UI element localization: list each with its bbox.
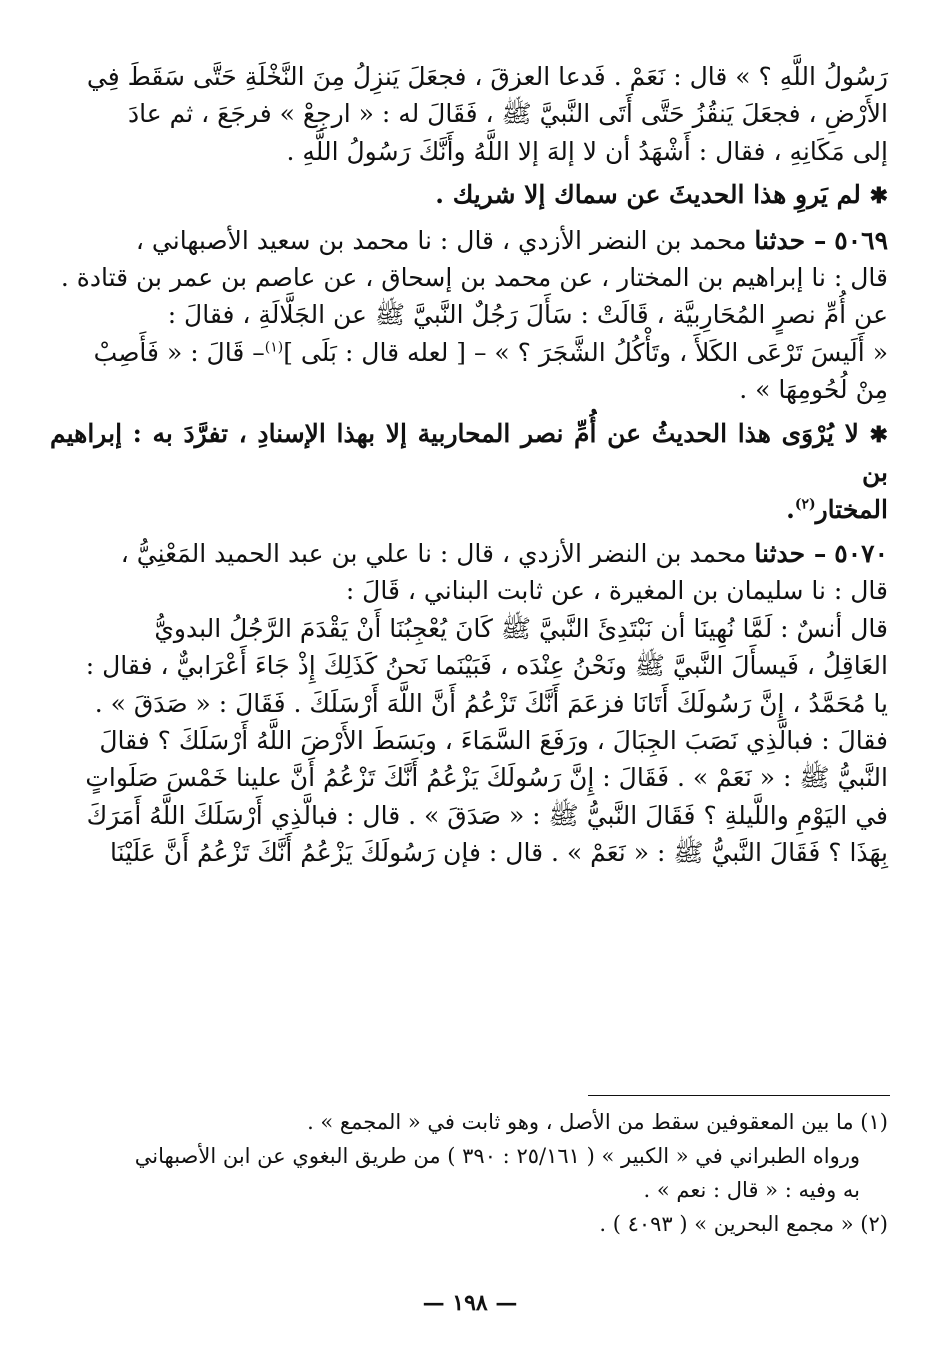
text-line: قال : نا سليمان بن المغيرة ، عن ثابت البناني ، قَالَ :: [345, 576, 888, 606]
note-2: [50, 415, 888, 492]
text-line: يا مُحَمَّدُ ، إِنَّ رَسُولَكَ أَتَانَا فزعَمَ أَنَّكَ تَزْعُمُ أَنَّ اللَّهَ أَرْسَلَكَ . فَقَالَ : « صَدَقَ » .: [94, 688, 888, 718]
footnote-line: ورواه الطبراني في « الكبير » ( ٢٥/١٦١ : ٣٩٠ ) من طريق البغوي عن ابن الأصبهاني: [134, 1144, 860, 1168]
text-segment: – قَالَ : « فَأَصِبْ: [93, 337, 265, 367]
hadith-intro: – حدثنا: [754, 538, 827, 568]
note-1: [50, 176, 888, 215]
text-line: بِهَذَا ؟ فَقَالَ النَّبيُّ ﷺ : « نَعَمْ » . قال : فإن رَسُولَكَ يَزْعُمُ أَنَّكَ تَزْعُمُ أَنَّ عَلَيْنَا: [109, 838, 888, 868]
footnotes: [50, 1105, 888, 1241]
footnote-divider: [588, 1095, 890, 1096]
text-line: فقالَ : فبالَّذِي نَصَبَ الجِبَالَ ، ورَفَعَ السَّمَاءَ ، وبَسَطَ الأَرْضَ اللَّهُ أَرْسَلَكَ ؟ فقالَ: [99, 725, 888, 755]
hadith-intro: – حدثنا: [754, 225, 827, 255]
text-line: الأَرْضِ ، فجعَلَ يَنقُزُ حَتَّى أَتَى النَّبيَّ ﷺ ، فَقَالَ له : « ارجِعْ » فرجَعَ ، ثم عادَ: [128, 99, 888, 129]
page-number: — ١٩٨ —: [422, 1290, 518, 1316]
hadith-number: ٥٠٧٠: [834, 538, 888, 568]
footnote-line: به وفيه : « قال : نعم » .: [643, 1178, 860, 1202]
text-line: رَسُولُ اللَّهِ ؟ » قال : نَعَمْ . فَدعا العزقَ ، فجعَلَ يَنزِلُ مِنَ النَّخْلَةِ حَتَّى سَقَطَ فِي: [86, 62, 888, 91]
text-line: [50, 334, 888, 371]
hadith-5069-header: [50, 222, 888, 259]
asterisk-icon: ✱: [869, 183, 888, 210]
footnote-line: (١) ما بين المعقوفين سقط من الأصل ، وهو ثابت في « المجمع » .: [307, 1110, 888, 1134]
footnote-ref: (١): [264, 339, 284, 356]
hadith-chain: محمد بن النضر الأزدي ، قال : نا علي بن عبد الحميد المَعْنِيُّ ،: [120, 538, 747, 568]
text-line: المختار$^{(٢)}$.: [786, 495, 888, 525]
footnote-ref: (٢): [794, 497, 816, 514]
text-segment: « أَلَيسَ تَرْعَى الكَلأَ ، وتَأْكُلُ الشَّجَرَ ؟ » – [ لعله قال : بَلَى ]: [283, 337, 888, 367]
hadith-chain: محمد بن النضر الأزدي ، قال : نا محمد بن سعيد الأصبهاني ،: [135, 225, 747, 255]
note-text: المختار: [815, 495, 888, 525]
text-line: العَاقِلُ ، فَيسأَلَ النَّبيَّ ﷺ ونَحْنُ عِنْدَه ، فَبَيْنَما نَحنُ كَذَلِكَ إِذْ جَاءَ أَعْرَابيٌّ ، فقال :: [85, 651, 888, 681]
hadith-number: ٥٠٦٩: [834, 225, 888, 255]
footnote-line: (٢) « مجمع البحرين » ( ٤٠٩٣ ) .: [599, 1212, 888, 1236]
text-line: في اليَوْمِ واللَّيلةِ ؟ فَقَالَ النَّبيُّ ﷺ : « صَدَقَ » . قال : فبالَّذِي أَرْسَلَكَ اللَّهُ أَمَرَكَ: [86, 800, 888, 830]
text-line: مِنْ لُحُومِهَا » .: [739, 375, 888, 405]
hadith-5070-header: [50, 535, 888, 572]
text-line: إلى مَكَانِهِ ، فقال : أَشْهَدُ أن لا إلهَ إلا اللَّهُ وأَنَّكَ رَسُولُ اللَّهِ .: [286, 136, 888, 166]
note-text: لا يُرْوَى هذا الحديثُ عن أُمِّ نصر المحاربية إلا بهذا الإسنادِ ، تفرَّدَ به : إبراهيم بن: [50, 418, 888, 488]
text-line: قال أنسٌ : لَمَّا نُهِينَا أن نَبْتَدِئَ النَّبيَّ ﷺ كَانَ يُعْجِبُنَا أَنْ يَقْدَمَ الرَّجُلُ البدويُّ: [154, 613, 888, 643]
text-line: قال : نا إبراهيم بن المختار ، عن محمد بن إسحاق ، عن عاصم بن عمر بن قتادة .: [60, 263, 888, 293]
text-line: النَّبيُّ ﷺ : « نَعَمْ » . فَقَالَ : إِنَّ رَسُولَكَ يَزْعُمُ أَنَّكَ تَزْعُمُ أَنَّ علينا خَمْسَ صَلَواتٍ: [85, 763, 888, 793]
text-line: عن أُمِّ نصرٍ المُحَارِبيَّة ، قَالَتْ : سَأَلَ رَجُلٌ النَّبيَّ ﷺ عن الجَلَّالَةِ ، فقالَ :: [167, 300, 888, 330]
asterisk-icon: ✱: [869, 421, 888, 448]
main-text: [50, 58, 888, 872]
note-text: لم يَروِ هذا الحديثَ عن سماك إلا شريك .: [435, 180, 861, 210]
